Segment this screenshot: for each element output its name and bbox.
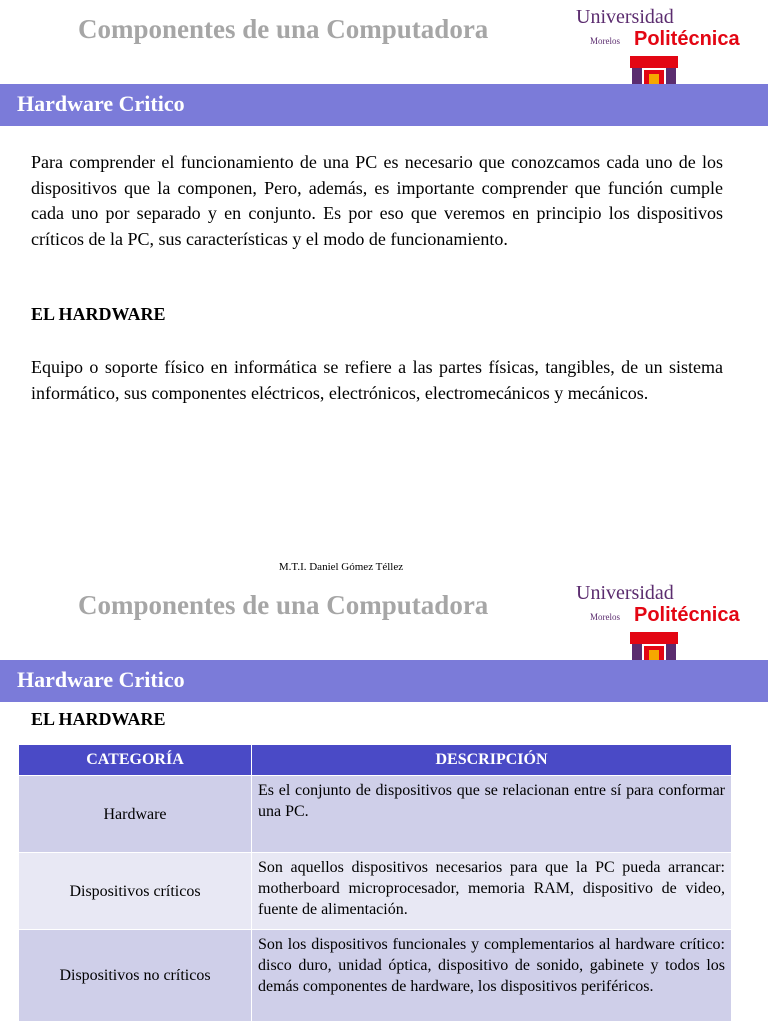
intro-paragraph: Para comprender el funcionamiento de una PC es necesario que conozcamos cada uno de los dispositivos que la componen, Pero, además, es importante comprender que función cumple cada uno por separado y en conjunto. Es por eso que veremos en principio los dispositivos críticos de la PC, sus características y el modo de funcionamiento. — [31, 152, 723, 249]
table-header-row — [19, 745, 732, 776]
section-heading: EL HARDWARE — [31, 709, 166, 729]
author-footer: M.T.I. Daniel Gómez Téllez — [278, 561, 404, 573]
logo-politecnica-text: Politécnica — [634, 604, 740, 626]
section-title: Hardware Critico — [17, 91, 185, 116]
description-cell: Son los dispositivos funcionales y complementarios al hardware crítico: disco duro, unidad óptica, dispositivo de sonido, gabinete y todos los demás componentes de hardware, los dispositivos periféricos. — [252, 930, 732, 1022]
table-row — [19, 853, 732, 930]
logo-universidad-text: Universidad — [576, 6, 674, 28]
section-title: Hardware Critico — [17, 667, 185, 692]
slide-title: Componentes de una Computadora — [78, 14, 489, 44]
table-row — [19, 776, 732, 853]
slide-2 — [0, 576, 768, 1024]
logo-morelos-text: Morelos — [590, 36, 620, 46]
logo-universidad-text: Universidad — [576, 582, 674, 604]
section-heading: EL HARDWARE — [31, 304, 166, 324]
category-cell: Hardware — [19, 776, 252, 853]
hardware-table — [18, 744, 732, 1022]
logo-morelos-text: Morelos — [590, 612, 620, 622]
column-header-descripcion: DESCRIPCIÓN — [252, 745, 732, 776]
category-cell: Dispositivos no críticos — [19, 930, 252, 1022]
table-row — [19, 930, 732, 1022]
section-band — [0, 660, 768, 702]
hardware-definition-paragraph: Equipo o soporte físico en informática se refiere a las partes físicas, tangibles, de un sistema informático, sus componentes eléctricos, electrónicos, electromecánicos y mecánicos. — [31, 357, 723, 403]
description-cell: Es el conjunto de dispositivos que se relacionan entre sí para conformar una PC. — [252, 776, 732, 853]
column-header-categoria: CATEGORÍA — [19, 745, 252, 776]
section-band — [0, 84, 768, 126]
category-cell: Dispositivos críticos — [19, 853, 252, 930]
logo-politecnica-text: Politécnica — [634, 28, 740, 50]
slide-title: Componentes de una Computadora — [78, 590, 489, 620]
description-cell: Son aquellos dispositivos necesarios para que la PC pueda arrancar: motherboard microprocesador, memoria RAM, dispositivo de video, fuente de alimentación. — [252, 853, 732, 930]
